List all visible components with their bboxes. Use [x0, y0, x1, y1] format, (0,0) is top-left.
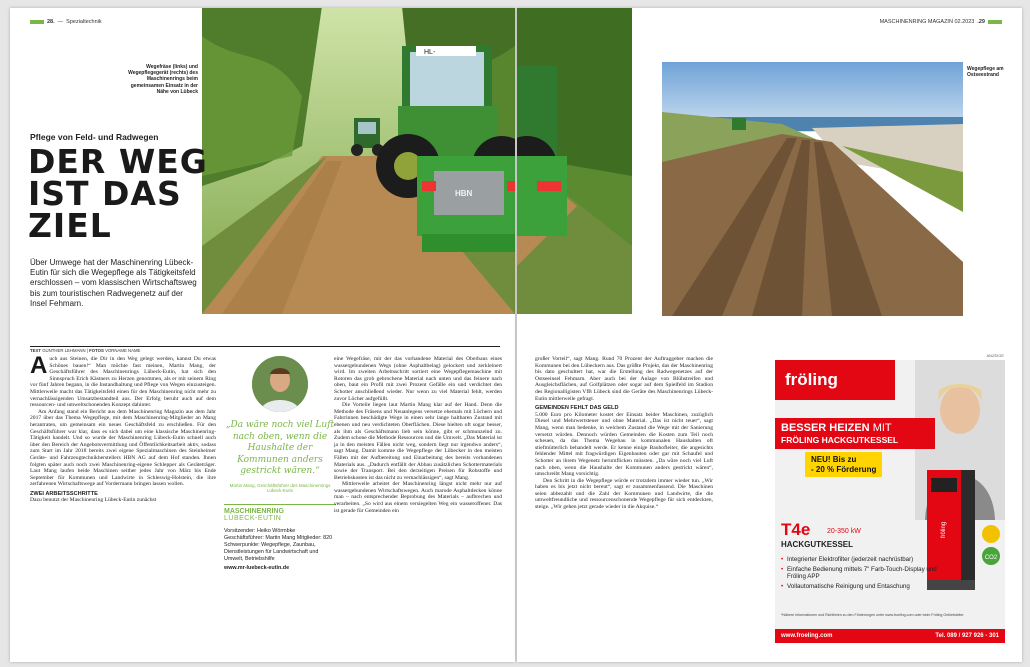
folio-accent-bar-right [988, 20, 1002, 24]
subheading-zwei-arbeitsschritte: ZWEI ARBEITSSCHRITTE [30, 490, 98, 497]
info-box-title: MASCHINENRING [224, 507, 284, 515]
ad-feature-3: • Vollautomatische Reinigung und Entaschung [781, 583, 941, 591]
drop-cap: A [30, 352, 48, 379]
pull-quote-attribution: Martin Mang, Geschäftsführer des Maschinenrings Lübeck-Eutin [229, 482, 331, 493]
ad-promo-line-2: - 20 % Förderung [811, 464, 877, 474]
ad-footer-bar [775, 629, 1005, 643]
ad-label: ANZEIGE [986, 353, 1004, 358]
headline-line-3: ZIEL [28, 206, 112, 245]
column-1-paragraph-1: uch aus Steinen, die Dir in den Weg gelegt werden, kannst Du etwas Schönes bauen!“ Man möchte fast meinen, Martin Mang, der Geschäftsführer des Maschinenrings Lübeck-Eutin, hat sich den Sinnspruch Erich Kästners zu Herzen genommen, als er mit seinem Ring vor fünf Jahren begann, in die Instandhaltung und Pflege von Wegen einzusteigen. Mittlerweile macht das Tätigkeitsfeld einen für den Maschinenring nicht mehr zu vernachlässigenden Umsatzbestandteil aus. Der Erfolg beruht auch auf dem ressourcen- und umweltschonenden Konzept dahinter. [30, 356, 216, 409]
column-3-paragraph-3: Mittlerweile arbeitet der Maschinenring längst nicht mehr nur auf wassergebundenen Wirtschaftswegen. Auch marode Asphaltdecken könne man – nach entsprechender Beprobung des Materials – aufbrechen und verarbeiten. „So wird aus einem versiegelten Weg ein wasseroffener. Das ist gerade für Gemeinden ein [334, 481, 502, 514]
top-rule [30, 346, 500, 347]
article-intro: Über Umwege hat der Maschinenring Lübeck-Eutin für sich die Wegepflege als Tätigkeitsfeld erschlossen – vom klassischen Wirtschaftsweg bis zum touristischen Radwegenetz auf der Insel Fehmarn. [30, 258, 197, 308]
column-1-paragraph-2: Am Anfang stand ein Bericht aus dem Maschinenring Magazin aus dem Jahr 2017 über das Thema Wegepflege, mit dem Maschinenring-Mitglieder an Mang herantraten, um gemeinsam ein neues Geschäftsfeld zu erschließen. Für den Geschäftsführer war klar, dass es sich dabei um eine klassische Maschinenring-Tätigkeit handelt. Und so wurde der Maschinenring Lübeck-Eutin schnell auch über den Bereich der Angebotsvermittlung und Öffentlichkeitsarbeit aktiv, sodass zum Start im Jahr 2018 bereits zwei eigene Spezialmaschinen des Steinheimer Geräte- und Fahrzeugtechnikherstellers HBN AG auf dem Hof standen. Ihnen folgten später auch noch zwei Maschinenring-eigene Schlepper als Geräteträger. Laut Mang laufen beide Maschinen seither jedes Jahr von März bis Ende September für Kommunen und Landwirte in Schleswig-Holstein, die ihre zerfahrenen Wirtschaftswege auf Vordermann bringen lassen wollen. [30, 408, 216, 488]
beach-photo [662, 62, 963, 316]
page-folio [30, 19, 102, 25]
photo-caption: Wegefräse (links) und Wegepflegegerät (rechts) des Maschinenrings beim gemeinsamen Einsatz in der Nähe von Lübeck [128, 64, 198, 95]
credit-text-label: TEXT [30, 348, 41, 353]
page-number-right: .29 [977, 19, 985, 25]
co2-badge-text: CO2 [984, 555, 998, 561]
credit-photo-label: FOTOS [89, 348, 104, 353]
text-column-3 [334, 356, 502, 514]
section-name: Spezialtechnik [66, 19, 102, 25]
tractor-photo [202, 8, 515, 314]
info-box-subtitle: LÜBECK-EUTIN [224, 514, 282, 522]
info-box [224, 504, 336, 571]
pull-quote: „Da wäre noch viel Luft nach oben, wenn die Haushalte der Kommunen anders gestrickt wären.“ [225, 420, 335, 476]
credit-text-name: GUNTHER LEHMANN [42, 348, 86, 353]
article-credits: TEXT GUNTHER LEHMANN | FOTOS VORNAME NAME [30, 348, 141, 353]
article-kicker: Pflege von Feld- und Radwegen [30, 132, 159, 142]
ad-headline-2: FRÖLING HACKGUTKESSEL [781, 435, 899, 445]
text-column-right [535, 356, 713, 511]
ad-model-name: T4e [781, 520, 811, 539]
page-number: 28. [47, 19, 55, 25]
boiler-brand-text: fröling [941, 521, 947, 539]
article-headline [28, 142, 208, 245]
ad-eco-badges [981, 524, 1001, 568]
right-paragraph-3: Den Schritt in die Wegepflege würde er trotzdem immer wieder tun. „Wir haben es bis jetzt nicht bereut“, sagt er zusammenfassend. Die Maschinen seien abbezahlt und die Zahl der Kommunen und Landwirte, die die umweltfreundliche und ressourcenschonende Wegepflege für sich entdeckten, steige. „Wir gehen jetzt gerade wieder in die Akquise.“ [535, 477, 713, 511]
ad-feature-2: • Einfache Bedienung mittels 7" Farb-Touch-Display und Fröling APP [781, 566, 941, 581]
ad-promo-line-1: NEU! Bis zu [811, 455, 857, 464]
subheading-gemeinden-fehlt-das-geld: GEMEINDEN FEHLT DAS GELD [535, 405, 619, 412]
info-box-website-link[interactable]: www.mr-luebeck-eutin.de [224, 564, 290, 571]
page-folio-right [880, 19, 1002, 25]
ad-feature-1: • Integrierter Elektrofilter (jederzeit nachrüstbar) [781, 556, 941, 564]
column-1-paragraph-3: Dazu benutzt der Maschinenring Lübeck-Eutin zunächst [30, 497, 157, 504]
headline-line-1: DER WEG [28, 142, 208, 181]
ad-promo-badge [805, 452, 882, 477]
column-3-paragraph-2: Die Vorteile liegen laut Martin Mang klar auf der Hand. Denn die Methode des Fräsens und Neuanlegens versetze ehemals mit Löchern und Fahrrinnen beschädigte Wege in einen sehr lange haltbaren Zustand mit ebenen und neu verdichteten Oberflächen. Diese hielten oft sogar besser, als ihm als Geschäftsmann lieb sein könne, gibt er schmunzelnd zu. Zudem schone die Methode Ressourcen und die Umwelt. „Das Material ist ja in den meisten Fällen nicht weg, sondern liegt nur irgendwo anders“, sagt Mang. Damit komme die Wegepflege der Lübecker in den meisten Fällen mit der Aufbereitung und Einarbeitung des bereits vorhandenen Materials aus. „Dadurch entfällt der Abbau zusätzlichen Schottermaterials sowie der Transport. Bei den derzeitigen Preisen für Rohstoffe und Betriebskosten ist das nicht zu vernachlässigen“, sagt Mang. [334, 402, 502, 481]
ad-headline-banner [775, 418, 935, 449]
ad-brand-box [775, 360, 895, 400]
left-page [10, 8, 515, 662]
portrait-photo [252, 356, 308, 412]
ad-headline-1b: MIT [872, 422, 892, 434]
tractor-plate-text: HL- [424, 49, 436, 56]
info-box-text: Vorsitzender: Heiko Wörmbke Geschäftsführer: Martin Mang Mitglieder: 820 Schwerpunkte: Wegepflege, Zaunbau, Dienstleistungen für Landwirtschaft und Umwelt, Betriebshilfe [224, 527, 333, 563]
folio-accent-bar [30, 20, 44, 24]
headline-line-2: IST DAS [28, 174, 182, 213]
ad-model-subtitle: HACKGUTKESSEL [781, 540, 854, 549]
froeling-advertisement[interactable] [775, 360, 1005, 643]
ad-phone-number: Tel. 089 / 927 926 - 301 [935, 633, 999, 639]
text-column-1 [30, 352, 216, 504]
sidebar-box [224, 356, 336, 571]
credit-photo-name: VORNAME NAME [105, 348, 141, 353]
folio-dash: — [57, 19, 64, 25]
ad-power-range: 20-350 kW [827, 528, 861, 535]
magazine-name: MASCHINENRING MAGAZIN 02.2023 [879, 19, 975, 25]
ad-headline-1: BESSER HEIZEN [781, 422, 870, 434]
roller-label: HBN [455, 189, 473, 198]
ad-website-link[interactable]: www.froeling.com [781, 633, 833, 639]
beach-photo-caption: Wegepflege am Ostseestrand [967, 66, 1004, 79]
right-paragraph-2: 5.000 Euro pro Kilometer kostet der Einsatz beider Maschinen, zuzüglich Diesel und Mehrwertsteuer und ohne Material. „Das ist nicht teuer“, sagt Mang, wenn man bedenke, in welchem Zustand die Wege mit der Sanierung versetzt würden. Dennoch würden Gemeinden die Kosten zum Teil noch scheuen, da das Thema Wegebau in kommunalen Haushalten oft stiefmütterlich behandelt werde. Er kenne einige Bauhofleiter, die angesichts fehlender Mittel mit fragwürdigen Eigenbauten oder gar mit Schaufel und Schotter an ihrem Wegenetz herumflicken müssten. „Da wäre noch viel Luft nach oben, wenn die Haushalte der Kommunen anders gestrickt wären“, umschreibt Mang vorsichtig. [535, 411, 713, 478]
right-page [517, 8, 1022, 662]
tractor-photo-continued [517, 8, 632, 314]
right-paragraph-1: großer Vorteil“, sagt Mang. Rund 70 Prozent der Auftraggeber machen die Kommunen bei den Lübeckern aus. Das größte Projekt, das der Maschinenring bis dato geschultert hat, war die Erstellung des Radwegenetzes auf der Ostseeinsel Fehmarn. Aber auch bei der Anlage von Blühstreifen und Ausgleichsflächen, auf Golfplätzen oder sogar auf dem Spielfeld im Stadion des Regionalligisten VfB Lübeck sind die Geräte des Maschinenrings Lübeck-Eutin mittlerweile gefragt. [535, 356, 713, 402]
ad-brand-logo: fröling [785, 370, 838, 389]
ad-feature-list [781, 556, 941, 592]
column-3-paragraph-1: eine Wegefräse, mit der das vorhandene Material des Oberbaus eines wassergebundenen Wegs (ohne Asphaltbelag) gelockert und zerkleinert wird. Im zweiten Arbeitsschritt sortiert eine Wegepflegemaschine mit Rotoren das grob gebrochene Material nach unten und das feinere nach oben, baut ein Profil mit zwei Prozent Gefälle ein und verdichtet den Schotter anschließend wieder. Nur wenn zu viel Material fehlt, werden zuvor Löcher aufgefüllt. [334, 356, 502, 402]
ad-fine-print: *Nähere Informationen und Richtlinien zu den Förderungen unter www.froeling.com oder beim Fröling Gebietsleiter. [781, 613, 965, 617]
